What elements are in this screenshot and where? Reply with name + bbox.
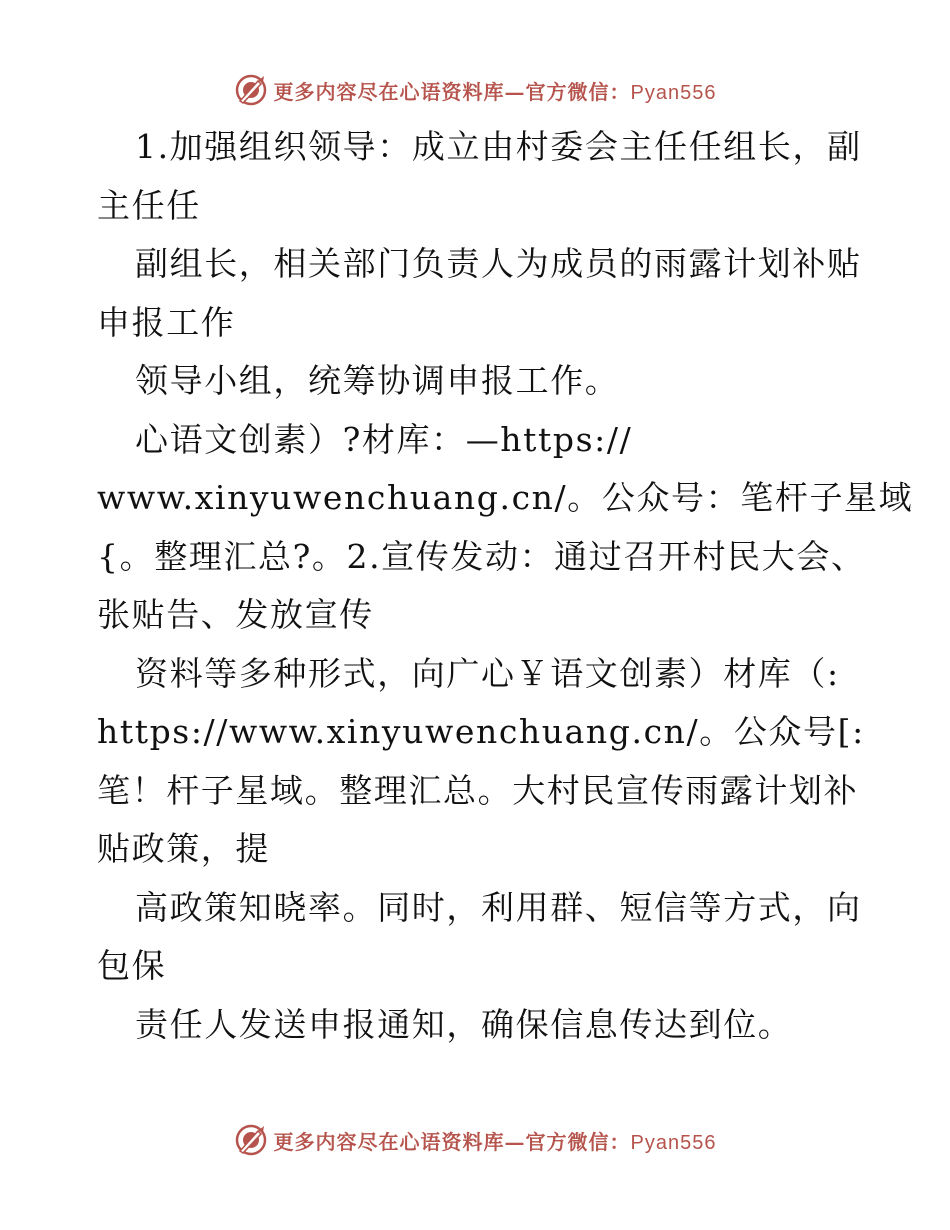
body-line: 贴政策，提	[97, 829, 270, 868]
body-line: 责任人发送申报通知，确保信息传达到位。	[135, 1004, 793, 1044]
footer-banner-text: 更多内容尽在心语资料库—官方微信：Pyan556	[273, 1129, 717, 1154]
header-banner	[0, 70, 950, 110]
body-line: 高政策知晓率。同时，利用群、短信等方式，向	[135, 887, 862, 927]
body-line: 主任任	[97, 185, 201, 225]
header-banner-text: 更多内容尽在心语资料库—官方微信：Pyan556	[273, 79, 717, 104]
footer-banner	[0, 1120, 950, 1160]
footer-wechat-id: Pyan556	[630, 1131, 717, 1154]
body-line: https://www.xinyuwenchuang.cn/。公众号[:	[97, 712, 865, 751]
body-line: 张贴告、发放宣传	[97, 595, 374, 634]
body-line: 笔！杆子星域。整理汇总。大村民宣传雨露计划补	[97, 770, 859, 810]
body-line: 包保	[97, 946, 167, 985]
body-line: 心语文创素）?材库：—https://	[135, 419, 633, 459]
body-line: 资料等多种形式，向广心￥语文创素）材库（:	[135, 653, 840, 693]
quill-logo-icon	[234, 1123, 268, 1157]
body-line: 申报工作	[97, 302, 236, 342]
body-line: www.xinyuwenchuang.cn/。公众号：笔杆子星域	[97, 478, 914, 517]
body-line: 副组长，相关部门负责人为成员的雨露计划补贴	[135, 244, 862, 283]
body-line: 领导小组，统筹协调申报工作。	[135, 361, 620, 400]
quill-logo-icon	[234, 73, 268, 107]
header-wechat-id: Pyan556	[630, 81, 717, 104]
body-line: {。整理汇总?。2.宣传发动：通过召开村民大会、	[97, 536, 866, 576]
body-line: 1.加强组织领导：成立由村委会主任任组长，副	[135, 127, 862, 166]
document-body	[97, 118, 914, 1054]
